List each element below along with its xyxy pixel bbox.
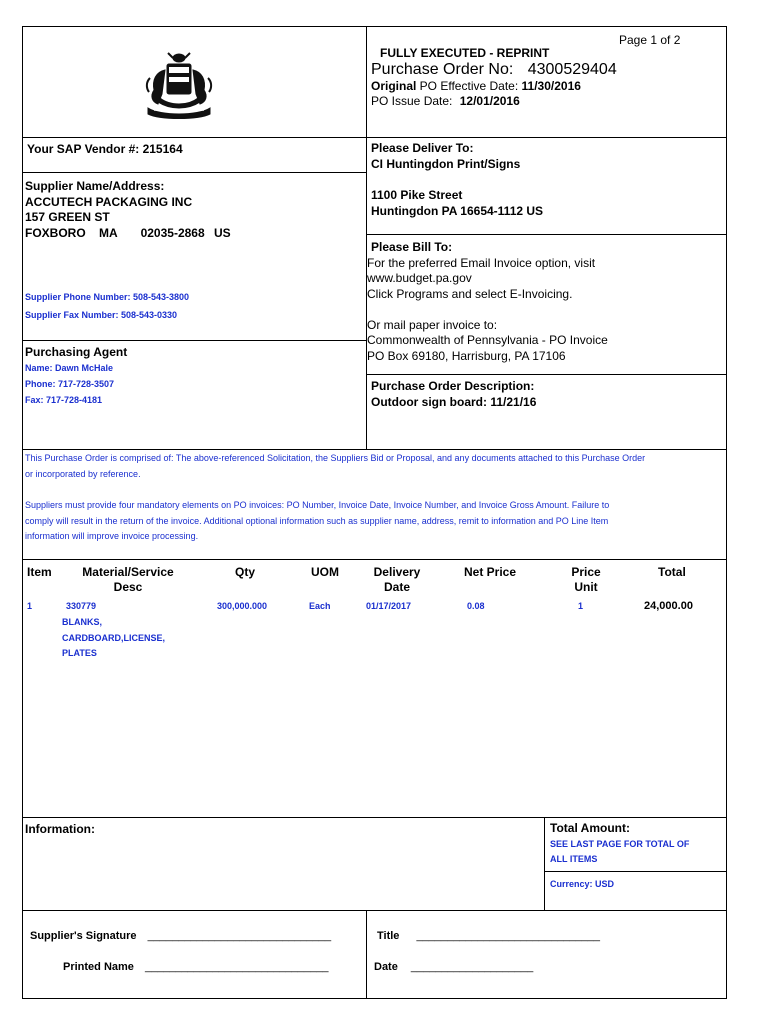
po-number-label: Purchase Order No:: [371, 61, 514, 78]
po-effective-label: PO Effective Date:: [416, 79, 522, 93]
col-header-delivery: [367, 565, 427, 595]
bill-line-4: Or mail paper invoice to:: [367, 318, 498, 332]
row-material: 330779: [66, 601, 97, 611]
rule-info-top: [22, 817, 727, 818]
page-indicator: Page 1 of 2: [619, 33, 681, 47]
deliver-heading: Please Deliver To:: [371, 141, 474, 155]
supplier-heading: Supplier Name/Address:: [25, 179, 165, 193]
deliver-name: CI Huntingdon Print/Signs: [371, 157, 521, 171]
rule-signature-top: [22, 910, 727, 911]
supplier-zip: 02035-2868: [140, 226, 205, 240]
total-note-line2: ALL ITEMS: [550, 854, 598, 864]
rule-left-agent: [22, 340, 366, 341]
printed-name-line: [63, 960, 329, 974]
po-status: FULLY EXECUTED - REPRINT: [380, 46, 550, 60]
rule-header-bottom: [22, 137, 727, 138]
information-heading: Information:: [25, 822, 95, 836]
row-desc-line2: CARDBOARD,LICENSE,: [62, 633, 166, 643]
date-label: Date: [374, 961, 398, 973]
purchasing-agent-heading: Purchasing Agent: [25, 345, 128, 359]
col-header-delivery-line2: Date: [383, 580, 410, 594]
row-desc-line1: BLANKS,: [62, 617, 102, 627]
deliver-city: Huntingdon PA 16654-1112 US: [371, 204, 544, 218]
notes-para2-line1: Suppliers must provide four mandatory elements on PO invoices: PO Number, Invoice Date, Invoice Number, and Invoice Gross Amount. Failure to: [25, 500, 610, 510]
row-delivery-date: 01/17/2017: [366, 601, 412, 611]
currency: Currency: USD: [550, 879, 615, 889]
rule-signature-vertical: [366, 910, 367, 999]
po-effective-date: 11/30/2016: [521, 79, 581, 93]
supplier-signature-blank: ______________________________: [147, 930, 332, 942]
rule-notes-top: [22, 449, 727, 450]
rule-currency-top: [544, 871, 727, 872]
bill-line-2: www.budget.pa.gov: [367, 271, 472, 285]
supplier-city: FOXBORO: [25, 226, 86, 240]
col-header-item: Item: [27, 565, 52, 579]
title-line: [377, 929, 600, 943]
rule-info-vertical: [544, 817, 545, 911]
col-header-total: Total: [658, 565, 686, 579]
notes-para2-line3: information will improve invoice processing.: [25, 531, 199, 541]
notes-para2-line2: comply will result in the return of the invoice. Additional optional information such as supplier name, address, remit to information and PO Line Item: [25, 516, 609, 526]
printed-name-blank: ______________________________: [144, 961, 329, 973]
po-issue-date: 12/01/2016: [459, 94, 520, 108]
agent-name: Name: Dawn McHale: [25, 363, 114, 373]
col-header-price-unit-line2: Unit: [574, 580, 598, 594]
po-description-value: Outdoor sign board: 11/21/16: [371, 395, 537, 409]
col-header-uom: UOM: [311, 565, 339, 579]
row-qty: 300,000.000: [217, 601, 268, 611]
supplier-state: MA: [99, 226, 118, 240]
title-label: Title: [377, 930, 400, 942]
rule-table-top: [22, 559, 727, 560]
col-header-delivery-line1: Delivery: [373, 565, 421, 579]
col-header-price-unit-line1: Price: [571, 565, 601, 579]
po-number-line: [371, 60, 617, 79]
notes-para1-line2: or incorporated by reference.: [25, 469, 141, 479]
agent-fax: Fax: 717-728-4181: [25, 395, 103, 405]
po-issue-label: PO Issue Date:: [371, 94, 453, 108]
row-total: 24,000.00: [644, 600, 693, 612]
row-item: 1: [27, 601, 33, 611]
bill-heading: Please Bill To:: [371, 240, 453, 254]
col-header-material: [80, 565, 176, 595]
agent-phone: Phone: 717-728-3507: [25, 379, 115, 389]
col-header-material-line2: Desc: [113, 580, 143, 594]
total-note-line1: SEE LAST PAGE FOR TOTAL OF: [550, 839, 690, 849]
supplier-signature-line: [30, 929, 331, 943]
deliver-street: 1100 Pike Street: [371, 188, 463, 202]
bill-line-1: For the preferred Email Invoice option, visit: [367, 256, 596, 270]
supplier-signature-label: Supplier's Signature: [30, 930, 137, 942]
po-effective-date-line: [371, 79, 581, 94]
supplier-country: US: [213, 226, 231, 240]
po-effective-label-original: Original: [371, 79, 417, 93]
bill-line-5: Commonwealth of Pennsylvania - PO Invoice: [367, 333, 608, 347]
printed-name-label: Printed Name: [63, 961, 134, 973]
col-header-price-unit: [565, 565, 607, 595]
notes-para1-line1: This Purchase Order is comprised of: The above-referenced Solicitation, the Suppliers Bid or Proposal, and any documents attached to this Purchase Order: [25, 453, 646, 463]
bill-line-6: PO Box 69180, Harrisburg, PA 17106: [367, 349, 566, 363]
rule-right-description: [366, 374, 727, 375]
col-header-net-price: Net Price: [464, 565, 517, 579]
date-line: [374, 960, 533, 974]
total-amount-heading: Total Amount:: [550, 821, 630, 835]
title-blank: ______________________________: [416, 930, 601, 942]
supplier-fax: Supplier Fax Number: 508-543-0330: [25, 310, 178, 320]
supplier-street: 157 GREEN ST: [25, 210, 110, 224]
rule-header-vertical: [366, 26, 367, 450]
commonwealth-seal-icon: [140, 50, 218, 120]
sap-vendor-number: Your SAP Vendor #: 215164: [27, 142, 183, 156]
supplier-name: ACCUTECH PACKAGING INC: [25, 195, 193, 209]
row-uom: Each: [309, 601, 331, 611]
po-description-heading: Purchase Order Description:: [371, 379, 535, 393]
row-price-unit: 1: [578, 601, 584, 611]
po-issue-date-line: [371, 94, 520, 109]
row-net-price: 0.08: [467, 601, 485, 611]
rule-left-sap: [22, 172, 366, 173]
rule-right-deliver: [366, 234, 727, 235]
supplier-phone: Supplier Phone Number: 508-543-3800: [25, 292, 190, 302]
date-blank: ____________________: [410, 961, 534, 973]
bill-line-3: Click Programs and select E-Invoicing.: [367, 287, 573, 301]
po-number: 4300529404: [527, 61, 617, 78]
col-header-qty: Qty: [235, 565, 256, 579]
supplier-city-line: [25, 226, 231, 241]
col-header-material-line1: Material/Service: [82, 565, 174, 579]
row-desc-line3: PLATES: [62, 648, 97, 658]
